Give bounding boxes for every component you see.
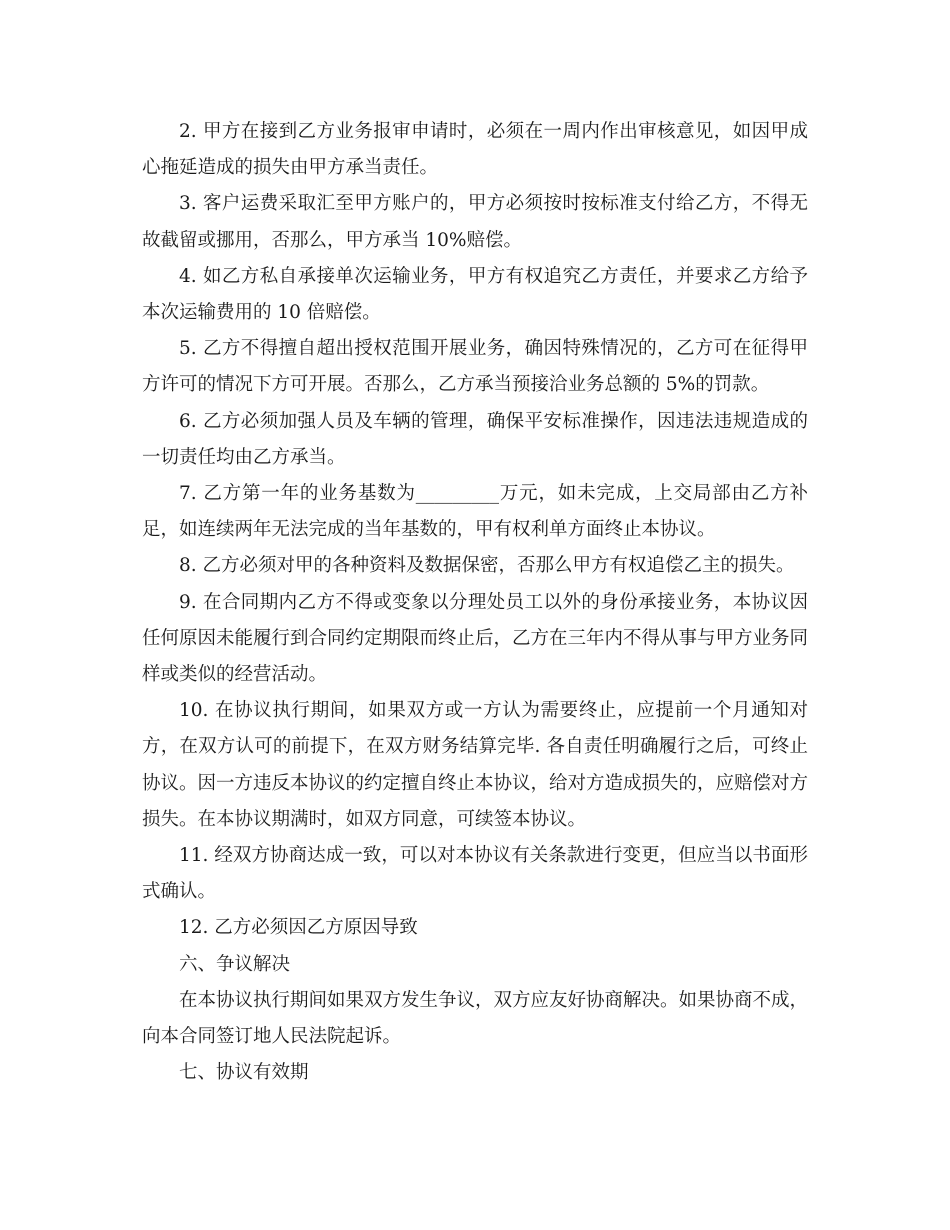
clause-2: 2. 甲方在接到乙方业务报审申请时，必须在一周内作出审核意见，如因甲成心拖延造成的损失由甲方承当责任。 — [142, 121, 808, 179]
document-page — [142, 114, 808, 1091]
clause-6: 6. 乙方必须加强人员及车辆的管理，确保平安标准操作，因违法违规造成的一切责任均由乙方承当。 — [142, 410, 808, 468]
clause-11: 11. 经双方协商达成一致，可以对本协议有关条款进行变更，但应当以书面形式确认。 — [142, 845, 808, 903]
clause-3: 3. 客户运费采取汇至甲方账户的，甲方必须按时按标准支付给乙方，不得无故截留或挪用，否那么，甲方承当 10%赔偿。 — [142, 193, 808, 251]
section-6-body: 在本协议执行期间如果双方发生争议，双方应友好协商解决。如果协商不成，向本合同签订地人民法院起诉。 — [142, 989, 809, 1048]
clause-9: 9. 在合同期内乙方不得或变象以分理处员工以外的身份承接业务，本协议因任何原因未能履行到合同约定期限而终止后，乙方在三年内不得从事与甲方业务同样或类似的经营活动。 — [142, 591, 809, 686]
clause-5: 5. 乙方不得擅自超出授权范围开展业务，确因特殊情况的，乙方可在征得甲方许可的情况下方可开展。否那么，乙方承当预接洽业务总额的 5%的罚款。 — [142, 338, 808, 396]
section-7-heading: 七、协议有效期 — [179, 1062, 309, 1084]
clause-4: 4. 如乙方私自承接单次运输业务，甲方有权追究乙方责任，并要求乙方给予本次运输费用的 10 倍赔偿。 — [142, 265, 808, 324]
clause-7: 7. 乙方第一年的业务基数为_________万元，如未完成，上交局部由乙方补足，如连续两年无法完成的当年基数的，甲有权利单方面终止本协议。 — [142, 483, 808, 541]
section-6-heading: 六、争议解决 — [179, 953, 291, 975]
clause-10: 10. 在协议执行期间，如果双方或一方认为需要终止，应提前一个月通知对方，在双方认可的前提下，在双方财务结算完毕. 各自责任明确履行之后，可终止协议。因一方违反本协议的约定擅自终止本协议，给对方造成损失的，应赔偿对方损失。在本协议期满时，如双方同意，可续签本协议。 — [142, 700, 809, 830]
clause-12: 12. 乙方必须因乙方原因导致 — [179, 917, 418, 939]
clause-8: 8. 乙方必须对甲的各种资料及数据保密，否那么甲方有权追偿乙主的损失。 — [179, 555, 795, 577]
